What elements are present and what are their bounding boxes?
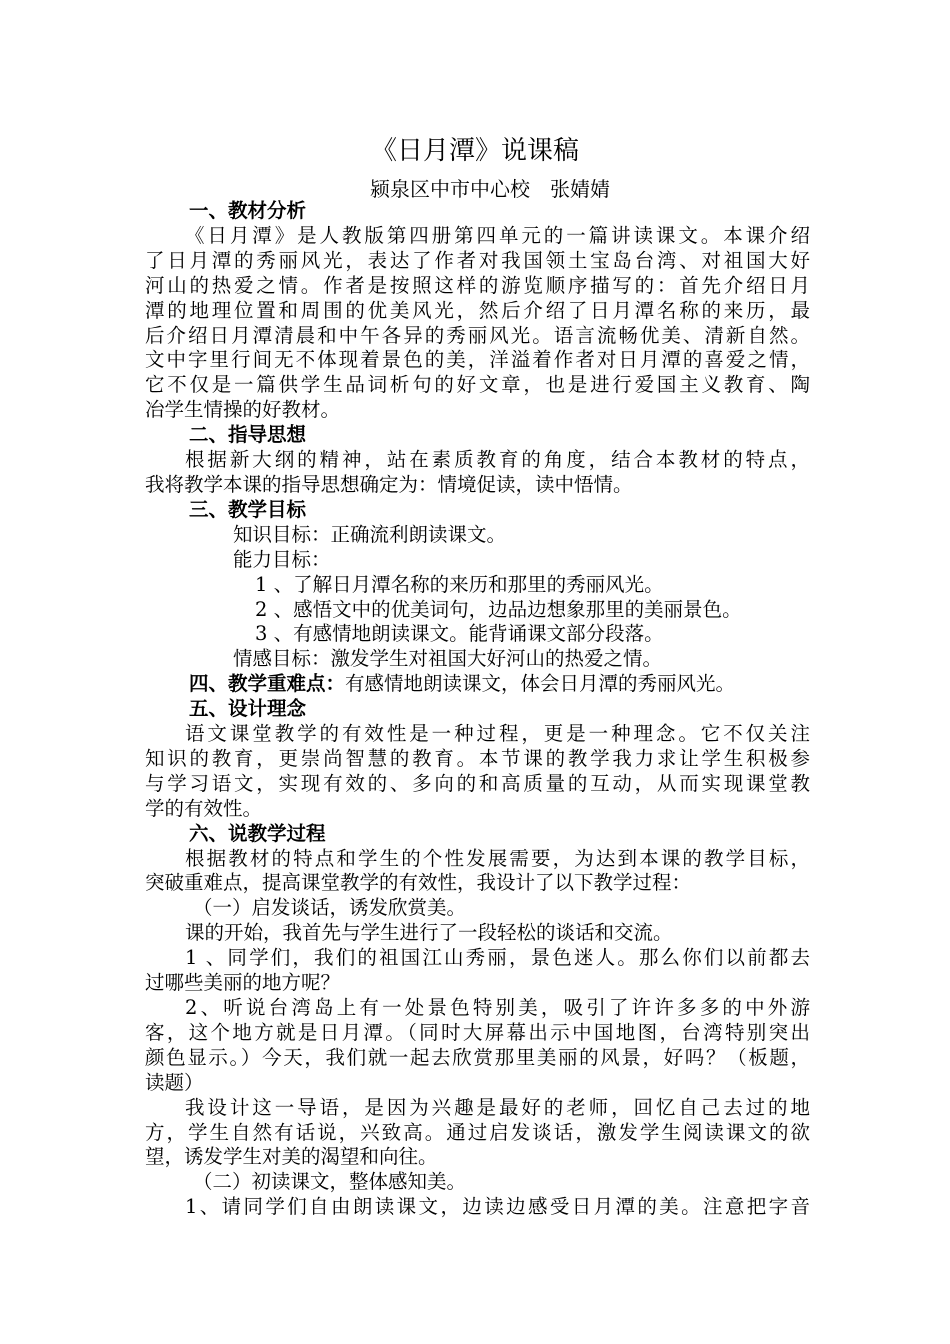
line-text: 读题） (145, 1070, 204, 1094)
line-text: 1、请同学们自由朗读课文，边读边感受日月潭的美。注意把字音 (185, 1195, 810, 1219)
body-line (145, 1195, 810, 1220)
line-text: 二、指导思想 (189, 423, 307, 447)
body-line (145, 622, 810, 647)
line-text: 我将教学本课的指导思想确定为：情境促读，读中悟情。 (145, 472, 633, 496)
line-text: 1 、了解日月潭名称的来历和那里的秀丽风光。 (255, 572, 664, 596)
author-line: 颍泉区中市中心校 张婧婧 (370, 177, 610, 201)
section-heading (145, 498, 810, 523)
line-text: 根据教材的特点和学生的个性发展需要，为达到本课的教学目标， (185, 846, 810, 870)
line-text-tail: 有感情地朗读课文，体会日月潭的秀丽风光。 (345, 672, 736, 696)
document-body (145, 199, 810, 1220)
line-text: 冶学生情操的好教材。 (145, 398, 341, 422)
body-line (145, 373, 810, 398)
body-line (145, 1021, 810, 1046)
line-text: （二）初读课文，整体感知美。 (193, 1170, 467, 1194)
body-line (145, 473, 810, 498)
line-text: 2、听说台湾岛上有一处景色特别美，吸引了许许多多的中外游 (185, 996, 810, 1019)
body-line (145, 448, 810, 473)
body-line (145, 523, 810, 548)
line-text: 后介绍日月潭清晨和中午各异的秀丽风光。语言流畅优美、清新自然。 (145, 323, 810, 347)
line-text: 根据新大纲的精神，站在素质教育的角度，结合本教材的特点， (185, 448, 810, 472)
body-line (145, 772, 810, 797)
section-heading (145, 199, 810, 224)
line-text: 六、说教学过程 (189, 821, 326, 845)
body-line (145, 921, 810, 946)
body-line (145, 647, 810, 672)
body-line (145, 598, 810, 623)
line-text: 知识的教育，更崇尚智慧的教育。本节课的教学我力求让学生积极参 (145, 746, 810, 770)
line-text: 过哪些美丽的地方呢？ (145, 971, 341, 995)
section-heading (145, 822, 810, 847)
line-text: 一、教材分析 (189, 199, 307, 222)
body-line (145, 1046, 810, 1071)
line-text: 颜色显示。）今天，我们就一起去欣赏那里美丽的风景，好吗？（板题， (145, 1045, 810, 1069)
body-line (145, 971, 810, 996)
body-line (145, 896, 810, 921)
line-text: 方，学生自然有话说，兴致高。通过启发谈话，激发学生阅读课文的欲 (145, 1120, 810, 1144)
line-text: 《日月潭》是人教版第四册第四单元的一篇讲读课文。本课介绍 (185, 223, 810, 247)
line-text: 3 、有感情地朗读课文。能背诵课文部分段落。 (255, 622, 664, 646)
body-line (145, 847, 810, 872)
line-text: 我设计这一导语，是因为兴趣是最好的老师，回忆自己去过的地 (185, 1095, 810, 1119)
line-text: 它不仅是一篇供学生品词析句的好文章，也是进行爱国主义教育、陶 (145, 373, 810, 397)
body-line (145, 548, 810, 573)
line-text: 与学习语文，实现有效的、多向的和高质量的互动，从而实现课堂教 (145, 771, 810, 795)
line-text: 2 、感悟文中的优美词句，边品边想象那里的美丽景色。 (255, 597, 742, 621)
line-text: （一）启发谈话，诱发欣赏美。 (193, 896, 467, 920)
body-line (145, 348, 810, 373)
body-line (145, 1096, 810, 1121)
line-text: 1 、同学们，我们的祖国江山秀丽，景色迷人。那么你们以前都去 (185, 946, 810, 970)
line-text: 文中字里行间无不体现着景色的美，洋溢着作者对日月潭的喜爱之情， (145, 348, 810, 372)
line-text: 潭的地理位置和周围的优美风光，然后介绍了日月潭名称的来历，最 (145, 298, 810, 322)
line-text: 河山的热爱之情。作者是按照这样的游览顺序描写的：首先介绍日月 (145, 273, 810, 297)
line-text: 了日月潭的秀丽风光，表达了作者对我国领土宝岛台湾、对祖国大好 (145, 248, 810, 272)
body-line (145, 722, 810, 747)
body-line (145, 946, 810, 971)
line-text: 学的有效性。 (145, 796, 263, 820)
section-heading (145, 672, 810, 697)
section-heading (145, 697, 810, 722)
line-text: 三、教学目标 (189, 497, 307, 521)
line-text: 能力目标： (233, 547, 331, 571)
body-line (145, 274, 810, 299)
body-line (145, 871, 810, 896)
body-line (145, 747, 810, 772)
line-text: 五、设计理念 (189, 697, 307, 721)
body-line (145, 573, 810, 598)
body-line (145, 1121, 810, 1146)
line-text: 突破重难点，提高课堂教学的有效性，我设计了以下教学过程： (145, 871, 692, 895)
body-line (145, 1170, 810, 1195)
body-line (145, 324, 810, 349)
body-line (145, 1145, 810, 1170)
line-text: 望，诱发学生对美的渴望和向往。 (145, 1145, 438, 1169)
body-line (145, 224, 810, 249)
document-title: 《日月潭》说课稿 (370, 136, 579, 166)
line-text: 课的开始，我首先与学生进行了一段轻松的谈话和交流。 (185, 921, 673, 945)
line-text: 客，这个地方就是日月潭。（同时大屏幕出示中国地图，台湾特别突出 (145, 1020, 810, 1044)
line-text: 知识目标：正确流利朗读课文。 (233, 522, 507, 546)
body-line (145, 996, 810, 1021)
line-text: 情感目标：激发学生对祖国大好河山的热爱之情。 (233, 647, 663, 671)
body-line (145, 797, 810, 822)
body-line (145, 398, 810, 423)
line-text: 语文课堂教学的有效性是一种过程，更是一种理念。它不仅关注 (185, 722, 810, 746)
body-line (145, 299, 810, 324)
body-line (145, 1071, 810, 1096)
line-text: 四、教学重难点： (189, 672, 346, 696)
body-line (145, 249, 810, 274)
section-heading (145, 423, 810, 448)
